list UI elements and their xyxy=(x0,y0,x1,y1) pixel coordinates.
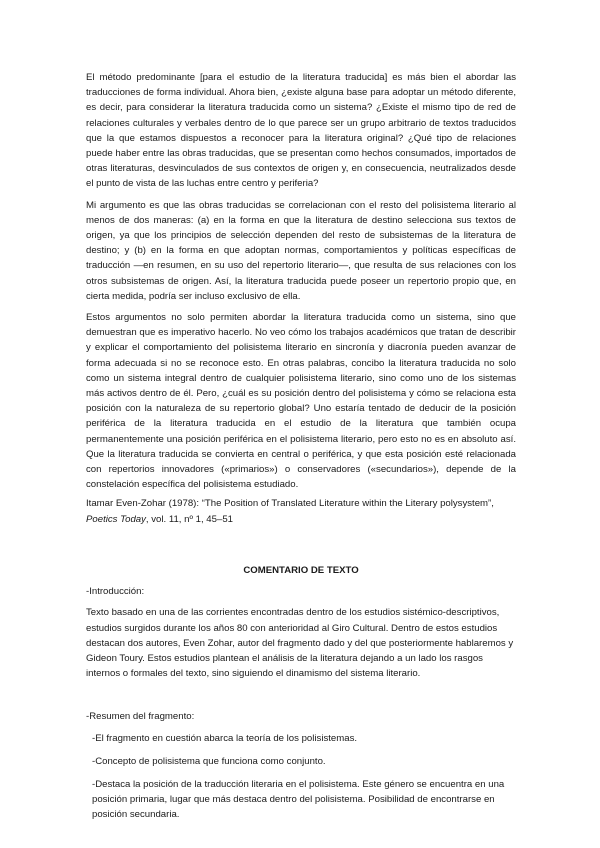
summary-bullet-2: -Concepto de polisistema que funciona como conjunto. xyxy=(92,755,326,767)
intro-text: Texto basado en una de las corrientes encontradas dentro de los estudios sistémico-descriptivos, estudios surgidos durante los años 80 con anterioridad al Giro Cultural. Dentro de estos estudios destacan dos autores, Even Zohar, autor del fragmento dado y del que posteriormente hablaremos y Gideon Toury. Estos estudios plantean el análisis de la literatura dejando a un lado los rasgos internos o formales del texto, sino siguiendo el dinamismo del sistema literario. xyxy=(86,607,514,680)
citation-journal: Poetics Today xyxy=(86,513,146,525)
citation-prefix: Itamar Even-Zohar (1978): “The Position of Translated Literature within the Literary polysystem”, xyxy=(86,498,494,510)
quote-paragraph-2: Mi argumento es que las obras traducidas se correlacionan con el resto del polisistema literario al menos de dos maneras: (a) en la forma en que la literatura de destino selecciona sus textos de origen, ya que los principios de selección dependen del resto de subsistemas de la literatura de destino; y (b) en la forma en que adoptan normas, comportamientos y políticas específicas de traducción —en resumen, en su uso del repertorio literario—, que resulta de sus relaciones con los otros subsistemas de origen. Así, la literatura traducida puede poseer un repertorio propio que, en cierta medida, podría ser incluso exclusivo de ella. xyxy=(86,199,516,302)
summary-bullet-1: -El fragmento en cuestión abarca la teoría de los polisistemas. xyxy=(92,732,358,744)
document-page xyxy=(86,70,516,831)
quote-paragraph-1: El método predominante [para el estudio de la literatura traducida] es más bien el abordar las traducciones de forma individual. Ahora bien, ¿existe alguna base para adoptar un método diferente, es decir, para considerar la literatura traducida como un sistema? ¿Existe el mismo tipo de red de relaciones culturales y verbales dentro de lo que parece ser un grupo arbitrario de textos traducidos que la que estamos dispuestos a reconocer para la literatura original? ¿Qué tipo de relaciones puede haber entre las obras traducidas, que se presentan como hechos consumados, importados de otras literaturas, desvinculados de sus contextos de origen y, en consecuencia, neutralizados desde el punto de vista de las luchas entre centro y periferia? xyxy=(86,72,516,190)
commentary-heading: COMENTARIO DE TEXTO xyxy=(243,564,359,576)
intro-label: -Introducción: xyxy=(86,586,145,598)
summary-bullet-3: -Destaca la posición de la traducción literaria en el polisistema. Este género se encuentra en una posición primaria, lugar que más destaca dentro del polisistema. Posibilidad de encontrarse en posición secundaria. xyxy=(92,778,505,821)
section-spacer xyxy=(86,689,516,709)
citation-suffix: , vol. 11, nº 1, 45–51 xyxy=(145,513,233,525)
citation xyxy=(86,496,516,526)
summary-label: -Resumen del fragmento: xyxy=(86,711,195,723)
quote-paragraph-3: Estos argumentos no solo permiten abordar la literatura traducida como un sistema, sino que demuestran que es imperativo hacerlo. No veo cómo los trabajos académicos que tratan de describir y explicar el comportamiento del polisistema literario en sincronía y diacronía pueden avanzar de forma adecuada si no se reconoce esto. En otras palabras, concibo la literatura traducida no solo como un sistema integral dentro de cualquier polisistema literario, sino como uno de los sistemas más activos dentro de él. Pero, ¿cuál es su posición dentro del polisistema y cómo se relaciona esta posición con la naturaleza de su repertorio global? Uno estaría tentado de deducir de la posición periférica de la literatura traducida en el estudio de la literatura que también ocupa permanentemente una posición periférica en el polisistema literario, pero esto no es en absoluto así. Que la literatura traducida se convierta en central o periférica, y que esta posición esté relacionada con repertorios innovadores («primarios») o conservadores («secundarios»), depende de la constelación específica del polisistema estudiado. xyxy=(86,312,516,491)
